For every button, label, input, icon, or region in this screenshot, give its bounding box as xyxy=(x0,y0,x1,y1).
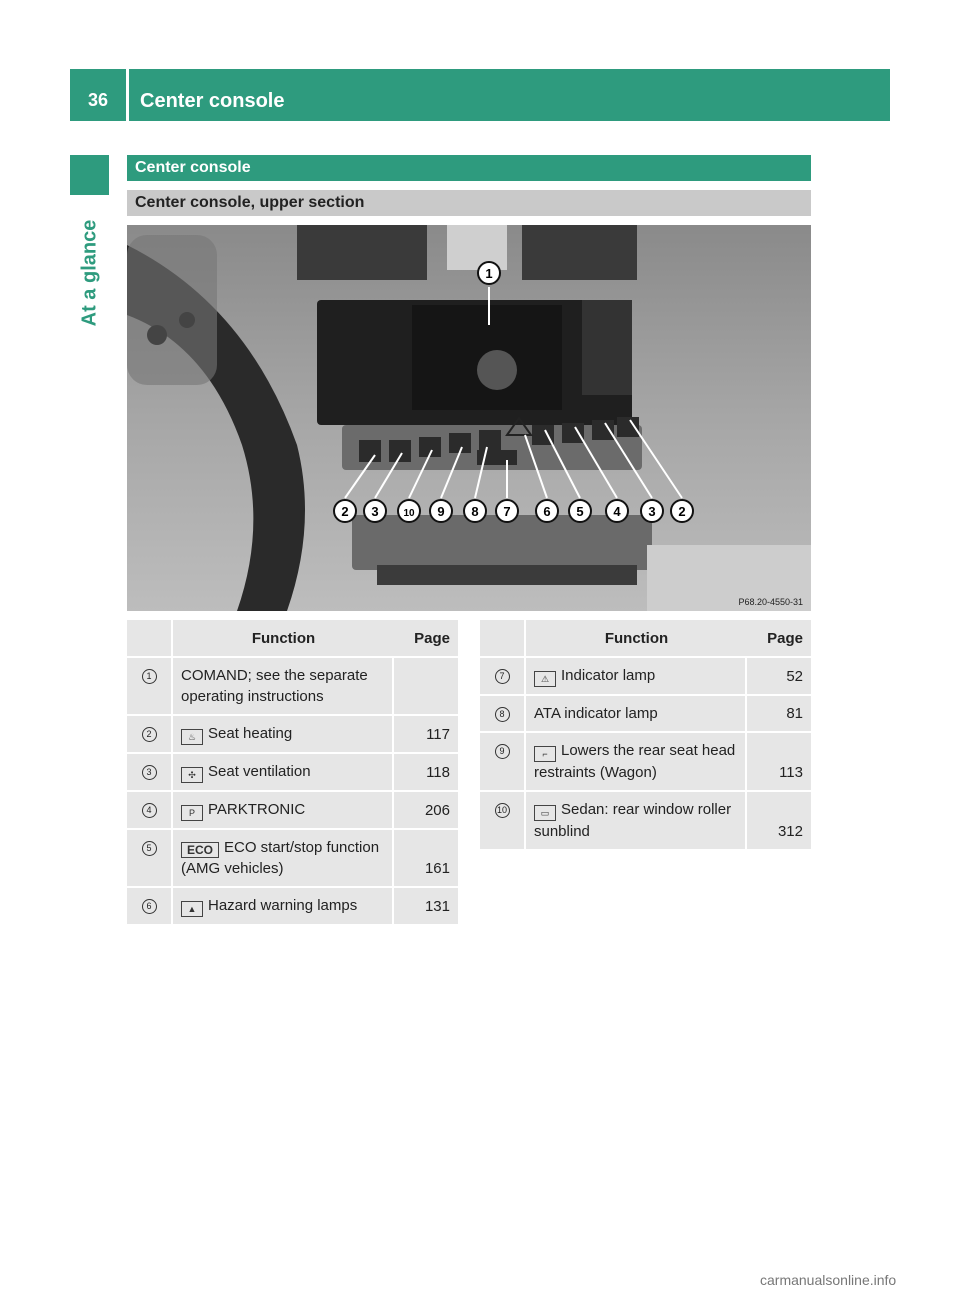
function-cell xyxy=(173,754,394,792)
function-text: ATA indicator lamp xyxy=(534,705,658,722)
seat-heating-icon: ♨ xyxy=(181,729,203,745)
function-cell xyxy=(526,696,747,733)
function-cell xyxy=(173,658,394,716)
function-cell xyxy=(173,792,394,830)
row-number-cell xyxy=(127,792,173,830)
callout-8: 8 xyxy=(471,504,479,519)
watermark: carmanualsonline.info xyxy=(760,1272,897,1288)
table-row xyxy=(127,754,458,792)
side-tab-marker xyxy=(70,155,109,195)
function-text: ECO start/stop function (AMG vehicles) xyxy=(181,839,380,877)
row-number-cell xyxy=(127,830,173,888)
function-cell xyxy=(173,888,394,926)
callout-10: 10 xyxy=(403,508,415,519)
row-number: 4 xyxy=(142,803,157,818)
sunblind-icon: ▭ xyxy=(534,805,556,821)
side-tab-label: At a glance xyxy=(78,219,100,326)
function-cell xyxy=(526,733,747,792)
page-cell: 117 xyxy=(394,716,458,754)
callout-2: 2 xyxy=(678,504,686,519)
callout-4: 4 xyxy=(613,504,621,519)
center-console-photo xyxy=(127,225,811,611)
callout-5: 5 xyxy=(576,504,584,519)
row-number: 2 xyxy=(142,727,157,742)
col-page: Page xyxy=(747,620,811,658)
table-row xyxy=(127,658,458,716)
row-number-cell xyxy=(127,754,173,792)
eco-icon: ECO xyxy=(181,842,219,858)
callout-7: 7 xyxy=(503,504,511,519)
photo-code: P68.20-4550-31 xyxy=(738,597,803,607)
page-cell: 206 xyxy=(394,792,458,830)
row-number-cell xyxy=(127,658,173,716)
table-row xyxy=(480,792,811,851)
subsection-heading: Center console, upper section xyxy=(127,190,811,216)
function-text: Indicator lamp xyxy=(561,667,656,684)
col-page: Page xyxy=(394,620,458,658)
function-text: Hazard warning lamps xyxy=(208,897,358,914)
row-number-cell xyxy=(480,733,526,792)
row-number-cell xyxy=(480,792,526,851)
col-function: Function xyxy=(173,620,394,658)
function-cell xyxy=(173,716,394,754)
row-number: 6 xyxy=(142,899,157,914)
col-number xyxy=(480,620,526,658)
row-number: 9 xyxy=(495,744,510,759)
table-row xyxy=(480,696,811,733)
function-table-right xyxy=(480,620,811,851)
headrest-icon: ⌐ xyxy=(534,746,556,762)
hazard-icon: ▲ xyxy=(181,901,203,917)
col-function: Function xyxy=(526,620,747,658)
table-row xyxy=(127,792,458,830)
row-number-cell xyxy=(127,888,173,926)
page-header xyxy=(70,69,890,121)
row-number: 7 xyxy=(495,669,510,684)
function-text: Seat ventilation xyxy=(208,763,311,780)
row-number-cell xyxy=(480,658,526,696)
callout-3: 3 xyxy=(648,504,656,519)
function-cell xyxy=(526,792,747,851)
row-number: 3 xyxy=(142,765,157,780)
page-cell: 81 xyxy=(747,696,811,733)
table-row xyxy=(480,658,811,696)
function-text: Lowers the rear seat head restraints (Wagon) xyxy=(534,742,736,781)
page-title: Center console xyxy=(140,90,285,112)
row-number-cell xyxy=(127,716,173,754)
page-cell: 52 xyxy=(747,658,811,696)
page-cell: 161 xyxy=(394,830,458,888)
table-row xyxy=(127,716,458,754)
row-number: 8 xyxy=(495,707,510,722)
row-number: 5 xyxy=(142,841,157,856)
function-text: PARKTRONIC xyxy=(208,801,306,818)
page-cell: 312 xyxy=(747,792,811,851)
function-table-left xyxy=(127,620,458,926)
callout-1: 1 xyxy=(485,266,493,281)
header-divider xyxy=(126,69,129,121)
row-number: 1 xyxy=(142,669,157,684)
page-number: 36 xyxy=(87,90,109,110)
function-text: Sedan: rear window roller sunblind xyxy=(534,801,732,840)
section-heading: Center console xyxy=(127,155,811,181)
function-cell xyxy=(526,658,747,696)
function-text: Seat heating xyxy=(208,725,293,742)
seat-ventilation-icon: ✣ xyxy=(181,767,203,783)
page-cell xyxy=(394,658,458,716)
row-number: 10 xyxy=(495,803,510,818)
callout-3: 3 xyxy=(371,504,379,519)
callout-6: 6 xyxy=(543,504,551,519)
page-cell: 118 xyxy=(394,754,458,792)
table-row xyxy=(127,830,458,888)
table-row xyxy=(480,733,811,792)
table-row xyxy=(127,888,458,926)
callout-9: 9 xyxy=(437,504,445,519)
function-text: COMAND; see the separate operating instructions xyxy=(181,667,368,705)
callout-2: 2 xyxy=(341,504,349,519)
row-number-cell xyxy=(480,696,526,733)
page-cell: 113 xyxy=(747,733,811,792)
col-number xyxy=(127,620,173,658)
airbag-icon: ⚠ xyxy=(534,671,556,687)
side-tab xyxy=(70,210,109,335)
parktronic-icon: P xyxy=(181,805,203,821)
function-cell xyxy=(173,830,394,888)
page-cell: 131 xyxy=(394,888,458,926)
